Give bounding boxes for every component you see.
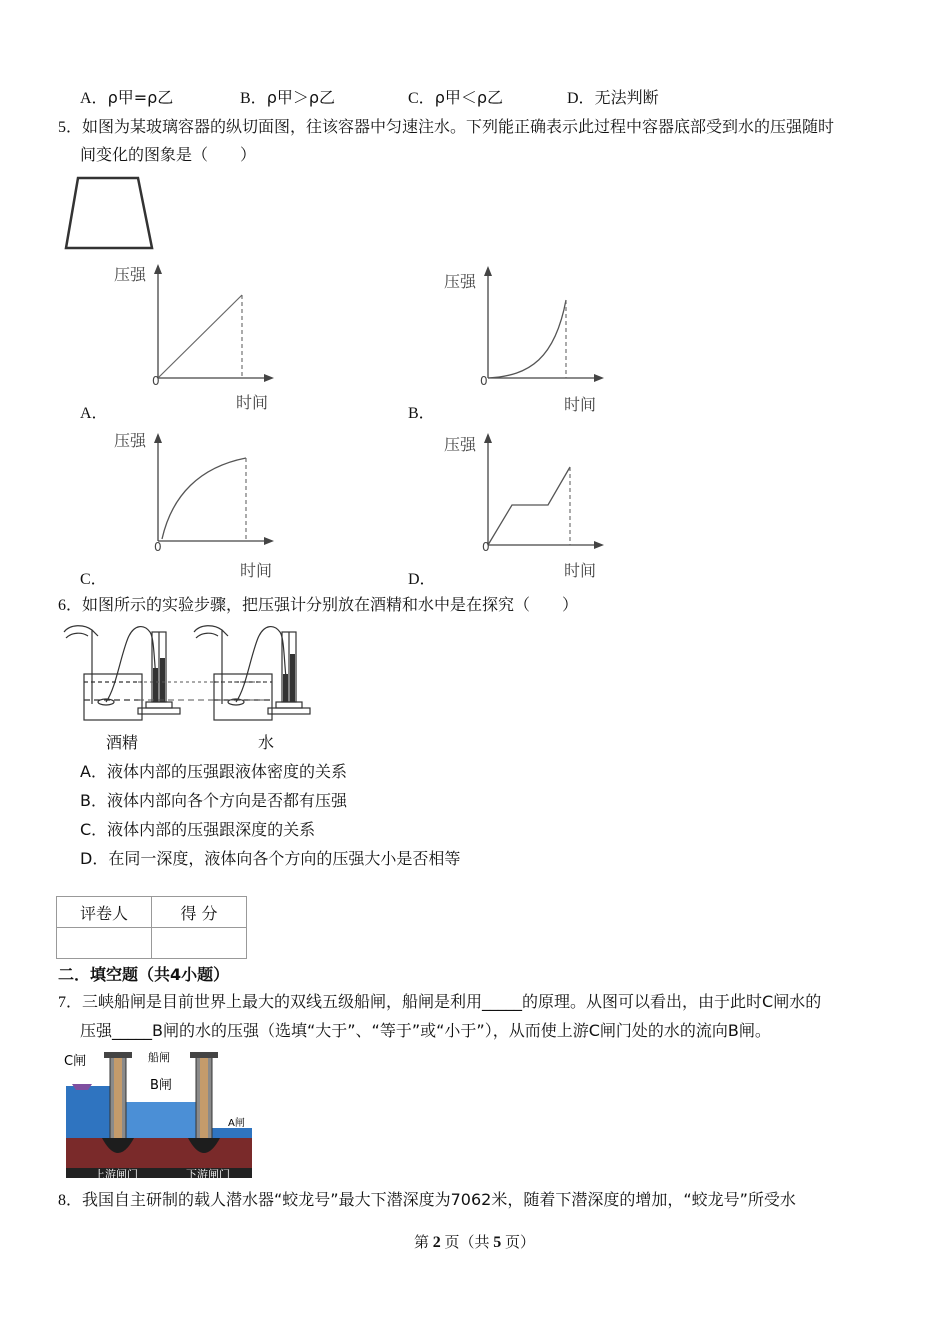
fig-c-gate-label: C闸 [64, 1054, 87, 1069]
footer-pre: 第 [414, 1235, 430, 1251]
graph-d-x-label: 时间 [564, 561, 597, 580]
q4-option-a-text: ρ甲=ρ乙 [107, 88, 174, 107]
q6-option-c: C．液体内部的压强跟深度的关系 [80, 820, 316, 839]
grader-score-cell [152, 928, 247, 959]
q4-option-d-text: 无法判断 [594, 88, 659, 107]
fig-label-water: 水 [258, 733, 275, 752]
grader-table [56, 896, 247, 959]
q4-option-b-letter: B． [240, 90, 267, 107]
q7-stem-line2: 压强_____B闸的水的压强（选填“大于”、“等于”或“小于”），从而使上游C闸门处的水的流向B闸。 [80, 1021, 771, 1040]
q4-option-d [567, 88, 659, 109]
q7-stem-line1 [58, 992, 821, 1013]
q6-stem-text: 如图所示的实验步骤，把压强计分别放在酒精和水中是在探究（ ） [82, 595, 579, 614]
page-footer [414, 1231, 535, 1252]
graph-d-origin: 0 [482, 540, 490, 554]
q6-option-b: B．液体内部向各个方向是否都有压强 [80, 791, 347, 810]
q5-option-b-letter: B． [408, 405, 435, 422]
q5-option-d-letter: D． [408, 571, 436, 588]
q5-stem-line2: 间变化的图象是（ ） [80, 145, 257, 164]
q5-option-c-letter: C． [80, 571, 107, 588]
fig-downstream-gate-label: 下游闸门 [186, 1168, 230, 1181]
q6-number: 6． [58, 597, 83, 614]
graph-a-y-label: 压强 [114, 265, 147, 284]
q4-option-c-letter: C． [408, 90, 435, 107]
q6-option-a: A．液体内部的压强跟液体密度的关系 [80, 762, 347, 781]
graph-c-y-label: 压强 [114, 431, 147, 450]
q7-number: 7． [58, 994, 83, 1011]
footer-mid: 页（共 [444, 1235, 490, 1251]
graph-c-x-label: 时间 [240, 561, 273, 580]
q4-option-d-letter: D． [567, 90, 595, 107]
fig-upstream-gate-label: 上游闸门 [94, 1168, 138, 1181]
q5-stem-text1: 如图为某玻璃容器的纵切面图，往该容器中匀速注水。下列能正确表示此过程中容器底部受到水的压强随时 [82, 117, 835, 136]
q4-option-a [80, 88, 173, 109]
grader-header-score: 得 分 [152, 897, 247, 928]
graph-a-origin: 0 [152, 374, 160, 388]
fig-label-alcohol: 酒精 [106, 733, 139, 752]
q6-stem [58, 595, 578, 616]
q4-option-b [240, 88, 335, 109]
section-title-fill-in: 二．填空题（共4小题） [58, 965, 230, 984]
q4-option-a-letter: A． [80, 90, 108, 107]
graph-c-origin: 0 [154, 540, 162, 554]
fig-a-gate-label: A闸 [228, 1118, 245, 1129]
q6-option-d: D．在同一深度，液体向各个方向的压强大小是否相等 [80, 849, 461, 868]
container-cross-section-figure [60, 172, 160, 254]
q7-stem-text1: 三峡船闸是目前世界上最大的双线五级船闸，船闸是利用_____的原理。从图可以看出，由于此时C闸水的 [82, 992, 822, 1011]
fig-lock-label: 船闸 [148, 1051, 170, 1064]
graph-d-y-label: 压强 [444, 435, 477, 454]
q8-stem-text1: 我国自主研制的载人潜水器“蛟龙号”最大下潜深度为7062米，随着下潜深度的增加，“蛟龙号”所受水 [82, 1190, 796, 1209]
graph-b-y-label: 压强 [444, 272, 477, 291]
q5-option-a-letter: A． [80, 405, 108, 422]
q4-option-b-text: ρ甲＞ρ乙 [266, 88, 336, 107]
q8-stem-line1 [58, 1190, 796, 1211]
q4-option-c-text: ρ甲＜ρ乙 [434, 88, 504, 107]
footer-total-pages: 5 [493, 1234, 502, 1251]
q4-option-c [408, 88, 503, 109]
pressure-gauge-experiment-figure [58, 618, 328, 728]
q8-number: 8． [58, 1192, 83, 1209]
grader-header-reviewer: 评卷人 [57, 897, 152, 928]
graph-a-x-label: 时间 [236, 393, 269, 412]
q5-stem-line1 [58, 117, 834, 138]
q5-number: 5． [58, 119, 83, 136]
graph-b-x-label: 时间 [564, 395, 597, 414]
ship-lock-figure [62, 1048, 256, 1180]
grader-reviewer-cell [57, 928, 152, 959]
footer-page-number: 2 [432, 1234, 441, 1251]
graph-b-origin: 0 [480, 374, 488, 388]
footer-post: 页） [505, 1235, 536, 1251]
fig-b-gate-label: B闸 [150, 1078, 172, 1093]
